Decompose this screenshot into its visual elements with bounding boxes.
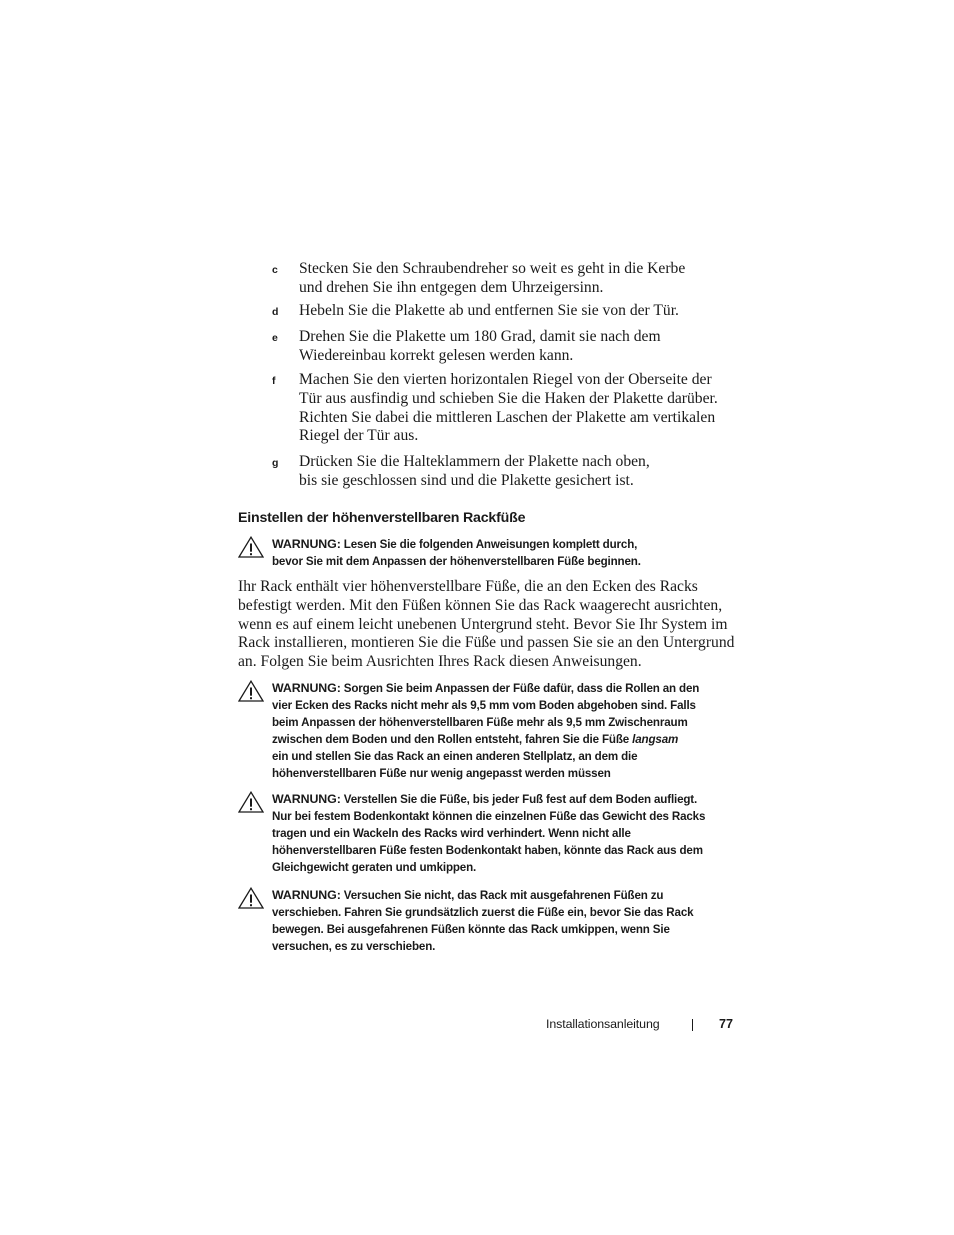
warning-line: höhenverstellbaren Füße nur wenig angepasst werden müssen: [272, 767, 611, 781]
paragraph-line: Rack installieren, montieren Sie die Füße und passen Sie sie an den Untergrund: [238, 634, 735, 652]
step-letter: e: [272, 332, 278, 344]
warning-line: verschieben. Fahren Sie grundsätzlich zuerst die Füße ein, bevor Sie das Rack: [272, 906, 694, 920]
warning-label: WARNUNG:: [272, 537, 341, 551]
page-number: 77: [719, 1017, 734, 1031]
warning-label: WARNUNG:: [272, 792, 341, 806]
step-letter: g: [272, 457, 279, 469]
warning-line: höhenverstellbaren Füße festen Bodenkontakt haben, könnte das Rack aus dem: [272, 844, 703, 858]
warning-line: tragen und ein Wackeln des Racks wird verhindert. Wenn nicht alle: [272, 827, 631, 841]
footer-divider: [692, 1019, 693, 1031]
warning-line: zwischen dem Boden und den Rollen entsteht, fahren Sie die Füße langsam: [272, 733, 679, 747]
warning-line: ein und stellen Sie das Rack an einen anderen Stellplatz, an dem die: [272, 750, 638, 764]
warning-line: bewegen. Bei ausgefahrenen Füßen könnte das Rack umkippen, wenn Sie: [272, 923, 670, 937]
section-heading: Einstellen der höhenverstellbaren Rackfüße: [238, 510, 526, 526]
paragraph-line: Ihr Rack enthält vier höhenverstellbare Füße, die an den Ecken des Racks: [238, 578, 698, 595]
step-text: Machen Sie den vierten horizontalen Riegel von der Oberseite der Tür aus ausfindig und schieben Sie die Haken der Plakette darüber. Richten Sie dabei die mittleren Laschen der Plakette am vertikalen Riegel der Tür aus.: [299, 371, 718, 445]
paragraph-line: befestigt werden. Mit den Füßen können Sie das Rack waagerecht ausrichten,: [238, 596, 723, 614]
footer-document-title: Installationsanleitung: [546, 1017, 660, 1031]
warning-line: versuchen, es zu verschieben.: [272, 940, 436, 954]
step-text: Hebeln Sie die Plakette ab und entfernen Sie sie von der Tür.: [299, 302, 679, 319]
step-letter: d: [272, 306, 279, 318]
step-text: Drücken Sie die Halteklammern der Plakette nach oben, bis sie geschlossen sind und die Plakette gesichert ist.: [299, 453, 650, 489]
warning-label: WARNUNG:: [272, 888, 341, 902]
warning-line: vier Ecken des Racks nicht mehr als 9,5 mm vom Boden abgehoben sind. Falls: [272, 699, 696, 713]
step-letter: f: [272, 375, 276, 387]
warning-line: Nur bei festem Bodenkontakt können die einzelnen Füße das Gewicht des Racks: [272, 810, 706, 824]
warning-line: WARNUNG: Versuchen Sie nicht, das Rack mit ausgefahrenen Füßen zu: [272, 888, 664, 902]
warning-line: Gleichgewicht geraten und umkippen.: [272, 861, 477, 875]
step-text: Drehen Sie die Plakette um 180 Grad, damit sie nach dem Wiedereinbau korrekt gelesen werden kann.: [299, 328, 661, 364]
warning-line: bevor Sie mit dem Anpassen der höhenverstellbaren Füße beginnen.: [272, 555, 641, 569]
warning-line: beim Anpassen der höhenverstellbaren Füße mehr als 9,5 mm Zwischenraum: [272, 716, 688, 730]
warning-label: WARNUNG:: [272, 681, 341, 695]
step-text: Stecken Sie den Schraubendreher so weit es geht in die Kerbe und drehen Sie ihn entgegen dem Uhrzeigersinn.: [299, 260, 686, 296]
paragraph-line: wenn es auf einem leicht unebenen Untergrund steht. Bevor Sie Ihr System im: [238, 615, 728, 633]
warning-line: WARNUNG: Sorgen Sie beim Anpassen der Füße dafür, dass die Rollen an den: [272, 681, 700, 695]
emphasis-text: langsam: [632, 733, 679, 747]
warning-triangle-icon: [238, 536, 264, 558]
warning-line: WARNUNG: Lesen Sie die folgenden Anweisungen komplett durch,: [272, 537, 638, 551]
body-paragraph: [238, 578, 738, 672]
step-letter: c: [272, 264, 278, 276]
warning-line: WARNUNG: Verstellen Sie die Füße, bis jeder Fuß fest auf dem Boden aufliegt.: [272, 792, 698, 806]
warning-triangle-icon: [238, 791, 264, 813]
warning-triangle-icon: [238, 887, 264, 909]
warning-triangle-icon: [238, 680, 264, 702]
paragraph-line: an. Folgen Sie beim Ausrichten Ihres Rack diesen Anweisungen.: [238, 653, 642, 671]
